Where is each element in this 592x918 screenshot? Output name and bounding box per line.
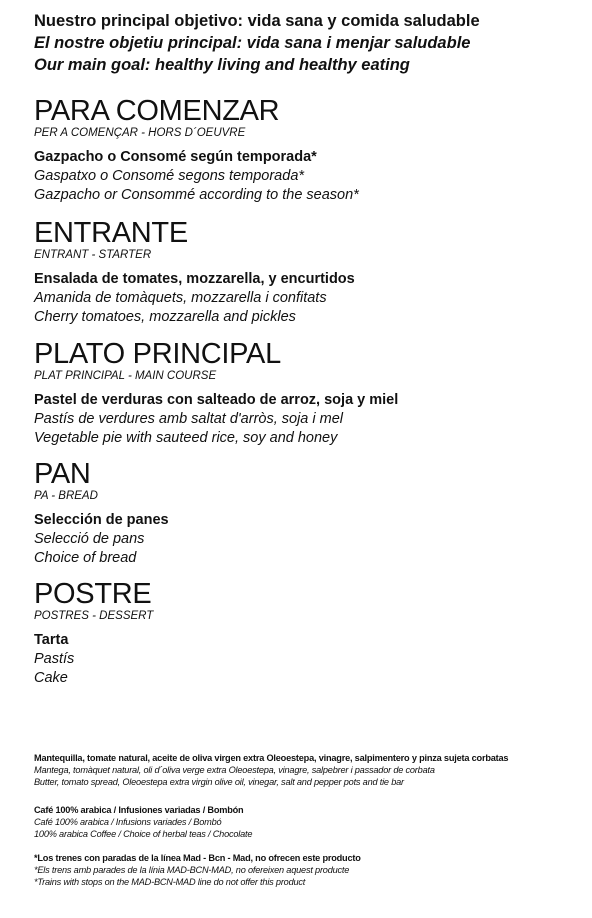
dish-name-es: Gazpacho o Consomé según temporada*	[34, 149, 317, 165]
condiments-ca: Mantega, tomàquet natural, oli d´oliva verge extra Oleoestepa, vinagre, salpebrer i passador de corbata	[34, 765, 435, 775]
dish-name-ca: Selecció de pans	[34, 531, 145, 547]
dish-name-ca: Pastís	[34, 651, 75, 667]
dish-name-es: Tarta	[34, 632, 69, 648]
section-title: PLATO PRINCIPAL	[34, 338, 281, 370]
coffee-es: Café 100% arabica / Infusiones variadas / Bombón	[34, 805, 244, 815]
section-title: PAN	[34, 458, 91, 490]
condiments-es: Mantequilla, tomate natural, aceite de oliva virgen extra Oleoestepa, vinagre, salpimentero y pinza sujeta corbatas	[34, 753, 509, 763]
footer-condiments	[34, 752, 584, 788]
dish-name-en: Cake	[34, 670, 68, 686]
dish-name-es: Pastel de verduras con salteado de arroz, soja y miel	[34, 392, 399, 408]
coffee-en: 100% arabica Coffee / Choice of herbal teas / Chocolate	[34, 829, 253, 839]
note-ca: *Els trens amb parades de la línia MAD-BCN-MAD, no ofereixen aquest producte	[34, 865, 350, 875]
note-es: *Los trenes con paradas de la línea Mad - Bcn - Mad, no ofrecen este producto	[34, 853, 361, 863]
note-en: *Trains with stops on the MAD-BCN-MAD line do not offer this product	[34, 877, 306, 887]
section-entrante	[34, 218, 584, 327]
dish-name-ca: Pastís de verdures amb saltat d'arròs, soja i mel	[34, 411, 344, 427]
dish-name-en: Vegetable pie with sauteed rice, soy and honey	[34, 430, 338, 446]
section-subtitle: PLAT PRINCIPAL - MAIN COURSE	[34, 370, 217, 382]
dish-name-es: Selección de panes	[34, 512, 169, 528]
section-plato-principal	[34, 339, 584, 448]
dish-name-en: Gazpacho or Consommé according to the season*	[34, 187, 359, 203]
section-subtitle: PER A COMENÇAR - HORS D´OEUVRE	[34, 127, 246, 139]
goal-es: Nuestro principal objetivo: vida sana y comida saludable	[34, 12, 480, 30]
footer-coffee	[34, 804, 584, 840]
section-title: PARA COMENZAR	[34, 95, 280, 127]
footer-note	[34, 852, 584, 888]
dish-name-ca: Gaspatxo o Consomé segons temporada*	[34, 168, 305, 184]
main-goal	[34, 10, 480, 76]
section-postre	[34, 579, 584, 688]
dish-name-en: Cherry tomatoes, mozzarella and pickles	[34, 309, 296, 325]
coffee-ca: Café 100% arabica / Infusions variades / Bombó	[34, 817, 222, 827]
section-para-comenzar	[34, 96, 584, 205]
section-title: POSTRE	[34, 578, 152, 610]
dish-name-es: Ensalada de tomates, mozzarella, y encurtidos	[34, 271, 355, 287]
goal-en: Our main goal: healthy living and healthy eating	[34, 56, 410, 74]
section-pan	[34, 459, 584, 568]
section-title: ENTRANTE	[34, 217, 188, 249]
section-subtitle: ENTRANT - STARTER	[34, 249, 152, 261]
dish-name-en: Choice of bread	[34, 550, 137, 566]
section-subtitle: POSTRES - DESSERT	[34, 610, 154, 622]
section-subtitle: PA - BREAD	[34, 490, 98, 502]
condiments-en: Butter, tomato spread, Oleoestepa extra virgin olive oil, vinegar, salt and pepper pots and tie bar	[34, 777, 404, 787]
dish-name-ca: Amanida de tomàquets, mozzarella i confitats	[34, 290, 327, 306]
goal-ca: El nostre objetiu principal: vida sana i menjar saludable	[34, 34, 471, 52]
